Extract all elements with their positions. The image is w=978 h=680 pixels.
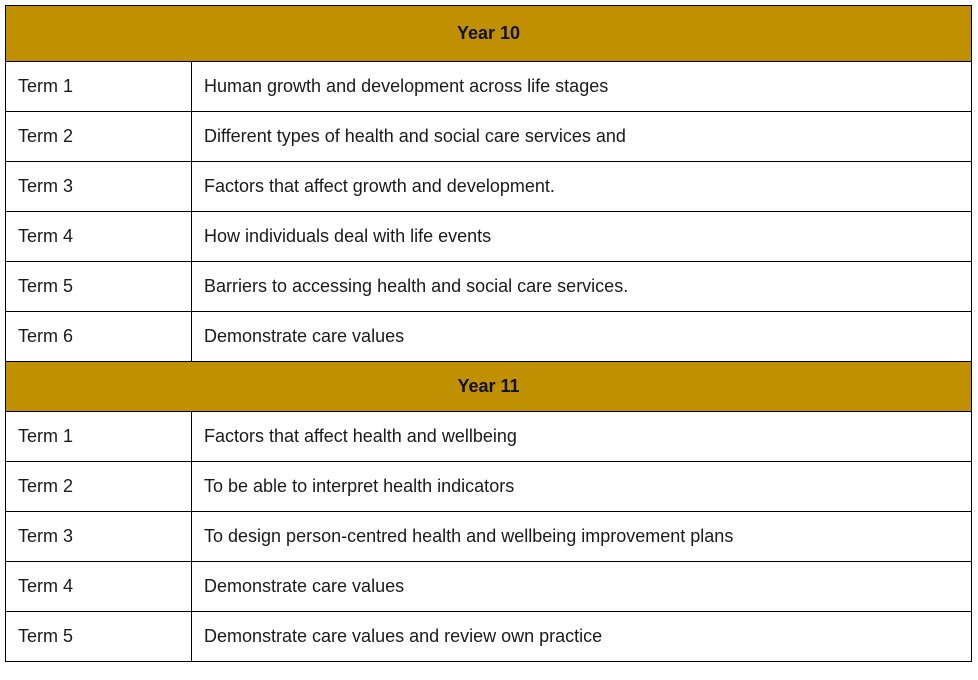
topic-cell: Barriers to accessing health and social care services. <box>192 262 972 312</box>
table-row <box>6 462 972 512</box>
term-cell: Term 6 <box>6 312 192 362</box>
term-cell: Term 4 <box>6 562 192 612</box>
year-11-header-row <box>6 362 972 412</box>
term-cell: Term 1 <box>6 412 192 462</box>
topic-cell: Human growth and development across life stages <box>192 62 972 112</box>
term-cell: Term 5 <box>6 612 192 662</box>
topic-cell: Factors that affect growth and development. <box>192 162 972 212</box>
term-cell: Term 3 <box>6 162 192 212</box>
table-row <box>6 612 972 662</box>
term-cell: Term 2 <box>6 112 192 162</box>
table-row <box>6 262 972 312</box>
table-row <box>6 312 972 362</box>
table-row <box>6 512 972 562</box>
topic-cell: To design person-centred health and wellbeing improvement plans <box>192 512 972 562</box>
term-cell: Term 1 <box>6 62 192 112</box>
year-11-header: Year 11 <box>6 362 972 412</box>
topic-cell: Demonstrate care values and review own practice <box>192 612 972 662</box>
table-row <box>6 562 972 612</box>
topic-cell: Demonstrate care values <box>192 562 972 612</box>
term-cell: Term 2 <box>6 462 192 512</box>
topic-cell: To be able to interpret health indicators <box>192 462 972 512</box>
table-row <box>6 212 972 262</box>
term-cell: Term 4 <box>6 212 192 262</box>
topic-cell: Different types of health and social care services and <box>192 112 972 162</box>
table-row <box>6 412 972 462</box>
table-row <box>6 162 972 212</box>
year-10-header: Year 10 <box>6 6 972 62</box>
topic-cell: Factors that affect health and wellbeing <box>192 412 972 462</box>
term-cell: Term 5 <box>6 262 192 312</box>
table-row <box>6 112 972 162</box>
curriculum-table <box>5 5 972 662</box>
curriculum-table-container <box>5 5 972 662</box>
term-cell: Term 3 <box>6 512 192 562</box>
topic-cell: Demonstrate care values <box>192 312 972 362</box>
table-row <box>6 62 972 112</box>
topic-cell: How individuals deal with life events <box>192 212 972 262</box>
year-10-header-row <box>6 6 972 62</box>
